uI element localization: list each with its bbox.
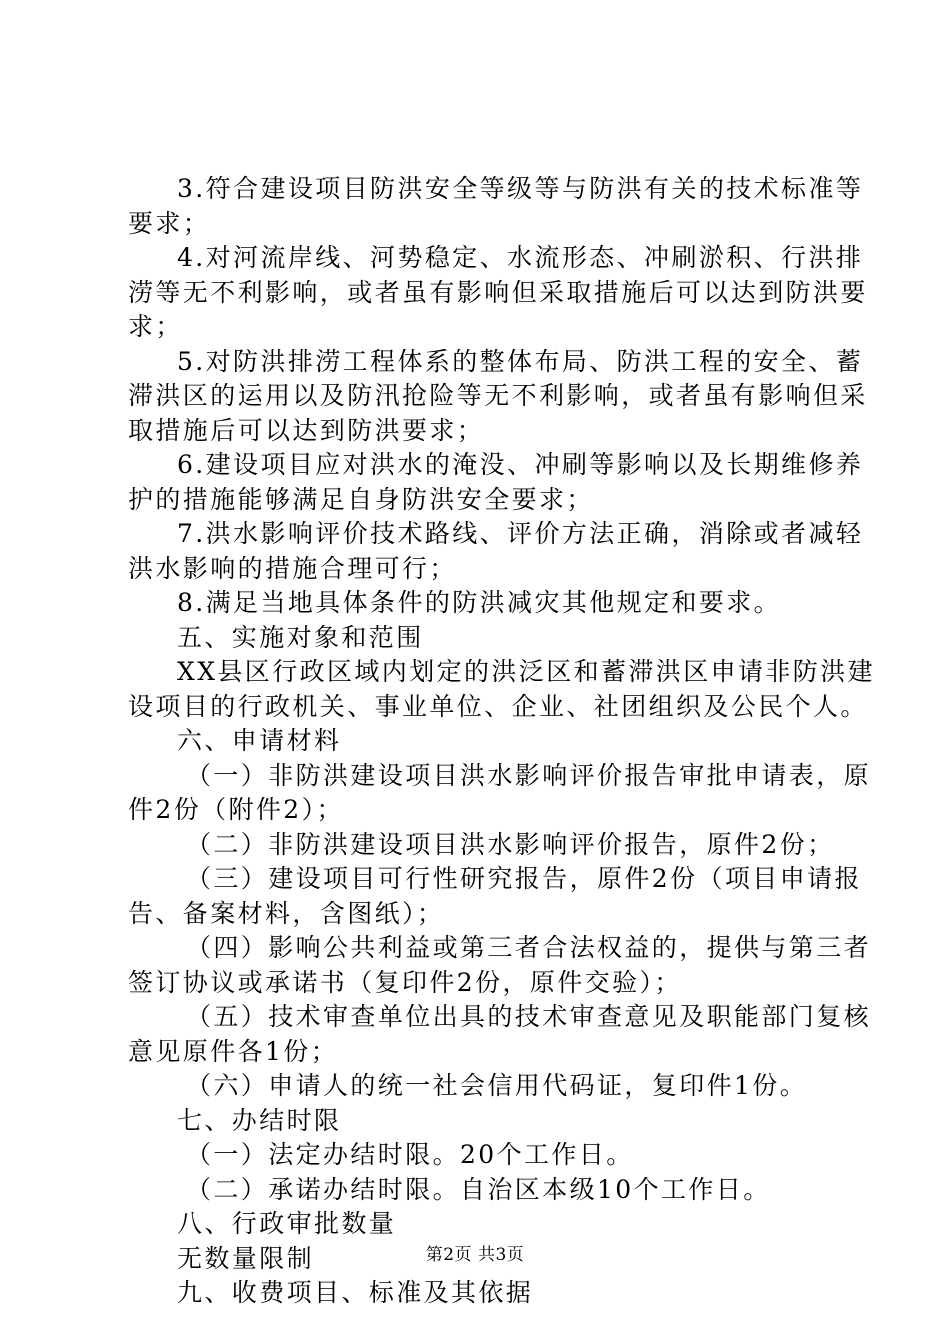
text-line: （一）法定办结时限。20个工作日。 [186, 1140, 634, 1169]
text-line: （一）非防洪建设项目洪水影响评价报告审批申请表，原 [186, 760, 872, 790]
text-line: 洪水影响的措施合理可行； [128, 553, 457, 583]
section-heading: 六、申请材料 [177, 726, 342, 755]
text-line: 4.对河流岸线、河势稳定、水流形态、冲刷淤积、行洪排 [177, 243, 864, 272]
text-line: （四）影响公共利益或第三者合法权益的，提供与第三者 [186, 933, 872, 962]
text-line: 涝等无不利影响，或者虽有影响但采取措施后可以达到防洪要 [128, 277, 868, 307]
section-heading: 八、行政审批数量 [177, 1209, 397, 1238]
text-line: 求； [128, 312, 183, 341]
text-line: 6.建设项目应对洪水的淹没、冲刷等影响以及长期维修养 [177, 450, 864, 479]
text-line: 取措施后可以达到防洪要求； [128, 415, 485, 445]
text-line: XX县区行政区域内划定的洪泛区和蓄滞洪区申请非防洪建 [177, 657, 875, 686]
text-line: 7.洪水影响评价技术路线、评价方法正确，消除或者减轻 [177, 519, 864, 548]
text-line: （六）申请人的统一社会信用代码证，复印件1份。 [186, 1071, 808, 1100]
text-line: 无数量限制 [177, 1243, 315, 1273]
section-heading: 七、办结时限 [177, 1105, 342, 1135]
text-line: 设项目的行政机关、事业单位、企业、社团组织及公民个人。 [128, 691, 868, 721]
section-heading: 九、收费项目、标准及其依据 [177, 1278, 534, 1307]
page-number-footer: 第2页 共3页 [425, 1245, 525, 1265]
text-line: 滞洪区的运用以及防汛抢险等无不利影响，或者虽有影响但采 [128, 381, 868, 410]
text-line: （二）承诺办结时限。自治区本级10个工作日。 [186, 1174, 771, 1204]
text-line: 5.对防洪排涝工程体系的整体布局、防洪工程的安全、蓄 [177, 346, 864, 376]
text-line: 8.满足当地具体条件的防洪减灾其他规定和要求。 [177, 588, 782, 617]
text-line: 签订协议或承诺书（复印件2份，原件交验）； [128, 967, 682, 997]
text-line: 3.符合建设项目防洪安全等级等与防洪有关的技术标准等 [177, 174, 864, 203]
text-line: 告、备案材料，含图纸）； [128, 898, 445, 928]
text-line: 要求； [128, 208, 211, 238]
section-heading: 五、实施对象和范围 [177, 622, 424, 652]
text-line: （二）非防洪建设项目洪水影响评价报告，原件2份； [186, 829, 835, 859]
text-line: 件2份（附件2）； [128, 795, 344, 824]
text-line: 意见原件各1份； [128, 1036, 339, 1066]
document-body [128, 172, 875, 1311]
text-line: （五）技术审查单位出具的技术审查意见及职能部门复核 [186, 1002, 872, 1031]
text-line: （三）建设项目可行性研究报告，原件2份（项目申请报 [186, 864, 862, 893]
text-line: 护的措施能够满足自身防洪安全要求； [128, 484, 594, 514]
